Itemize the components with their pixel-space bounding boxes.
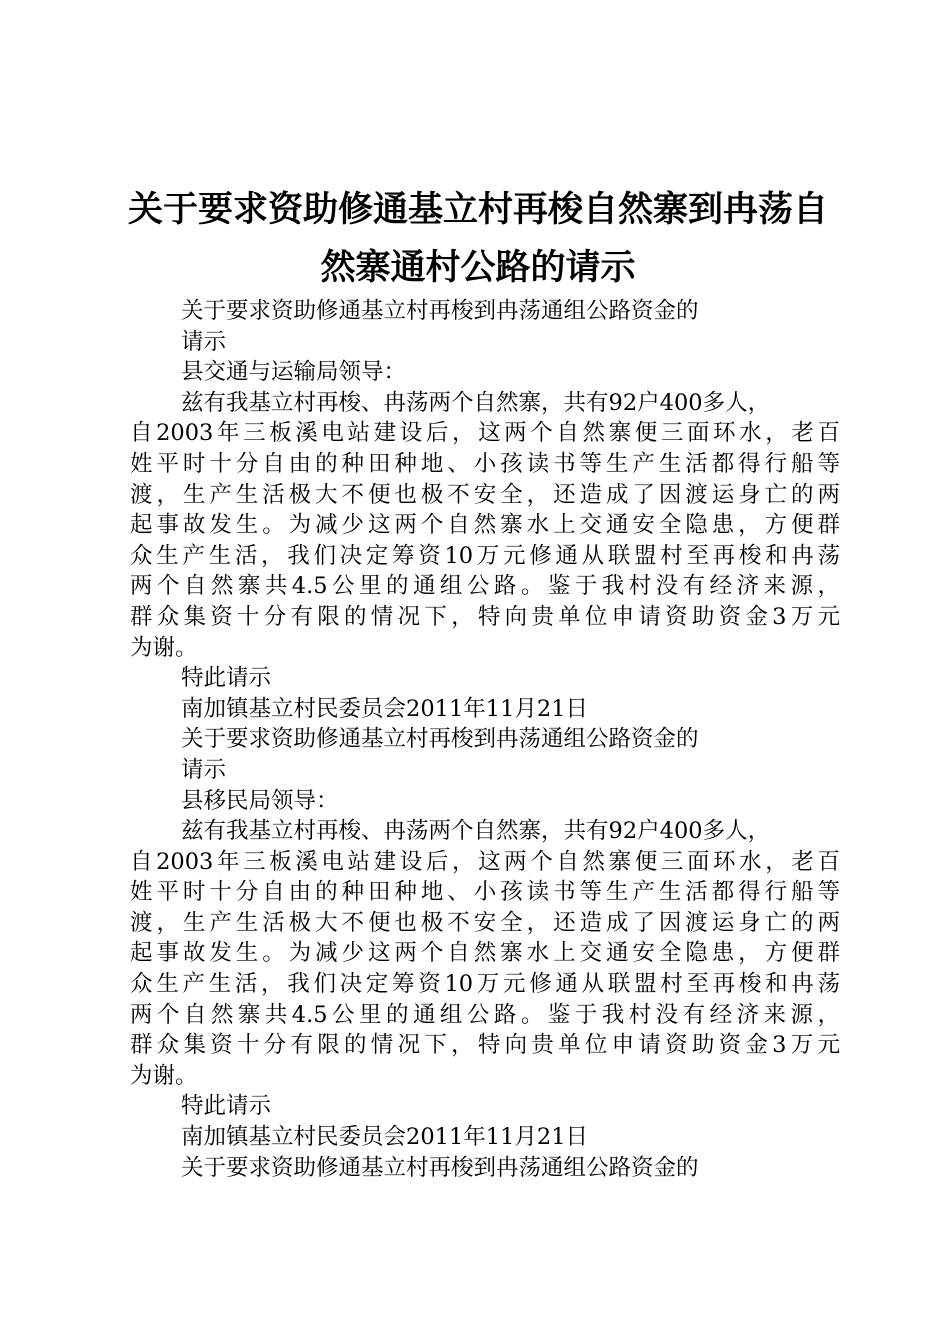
section-2-closing: 特此请示 [181, 1093, 272, 1120]
section-2-paragraph-line: 起事故发生。为减少这两个自然寨水上交通安全隐患，方便群 [130, 940, 840, 967]
section-2-paragraph-line: 自2003年三板溪电站建设后，这两个自然寨便三面环水，老百 [130, 848, 840, 875]
document-body [130, 296, 840, 1183]
section-1-heading-cont: 请示 [181, 328, 227, 355]
section-2-paragraph-line: 群众集资十分有限的情况下，特向贵单位申请资助资金3万元 [130, 1032, 840, 1059]
section-2-heading: 关于要求资助修通基立村再梭到冉荡通组公路资金的 [181, 726, 699, 753]
section-2-paragraph-line: 姓平时十分自由的种田种地、小孩读书等生产生活都得行船等 [130, 879, 840, 906]
section-2-heading-cont: 请示 [181, 756, 227, 783]
document-title-line-1: 关于要求资助修通基立村再梭自然寨到冉荡自 [127, 190, 828, 230]
section-1-paragraph-line: 起事故发生。为减少这两个自然寨水上交通安全隐患，方便群 [130, 512, 840, 539]
section-1-salutation: 县交通与运输局领导： [181, 359, 407, 386]
section-1-paragraph-line: 兹有我基立村再梭、冉荡两个自然寨，共有92户400多人， [181, 389, 771, 416]
section-2-paragraph-line: 兹有我基立村再梭、冉荡两个自然寨，共有92户400多人， [181, 818, 771, 845]
section-1-signature: 南加镇基立村民委员会2011年11月21日 [181, 695, 589, 722]
section-1-paragraph-line: 群众集资十分有限的情况下，特向贵单位申请资助资金3万元 [130, 603, 840, 630]
document-title-line-2: 然寨通村公路的请示 [320, 248, 636, 288]
trailing-heading: 关于要求资助修通基立村再梭到冉荡通组公路资金的 [181, 1154, 699, 1181]
section-2-salutation: 县移民局领导： [181, 787, 339, 814]
section-1-paragraph-line: 姓平时十分自由的种田种地、小孩读书等生产生活都得行船等 [130, 450, 840, 477]
section-1-paragraph-line: 众生产生活，我们决定筹资10万元修通从联盟村至再梭和冉荡 [130, 542, 840, 569]
section-2-paragraph-line: 渡，生产生活极大不便也极不安全，还造成了因渡运身亡的两 [130, 909, 840, 936]
section-1-closing: 特此请示 [181, 665, 272, 692]
section-2-paragraph-line: 两个自然寨共4.5公里的通组公路。鉴于我村没有经济来源， [130, 1001, 840, 1028]
section-1-paragraph-line: 两个自然寨共4.5公里的通组公路。鉴于我村没有经济来源， [130, 573, 840, 600]
section-1-paragraph-line: 为谢。 [130, 634, 198, 661]
section-2-signature: 南加镇基立村民委员会2011年11月21日 [181, 1124, 589, 1151]
section-2-paragraph-line: 为谢。 [130, 1062, 198, 1089]
section-1-paragraph-line: 渡，生产生活极大不便也极不安全，还造成了因渡运身亡的两 [130, 481, 840, 508]
section-1-paragraph-line: 自2003年三板溪电站建设后，这两个自然寨便三面环水，老百 [130, 420, 840, 447]
section-2-paragraph-line: 众生产生活，我们决定筹资10万元修通从联盟村至再梭和冉荡 [130, 971, 840, 998]
section-1-heading: 关于要求资助修通基立村再梭到冉荡通组公路资金的 [181, 298, 699, 324]
